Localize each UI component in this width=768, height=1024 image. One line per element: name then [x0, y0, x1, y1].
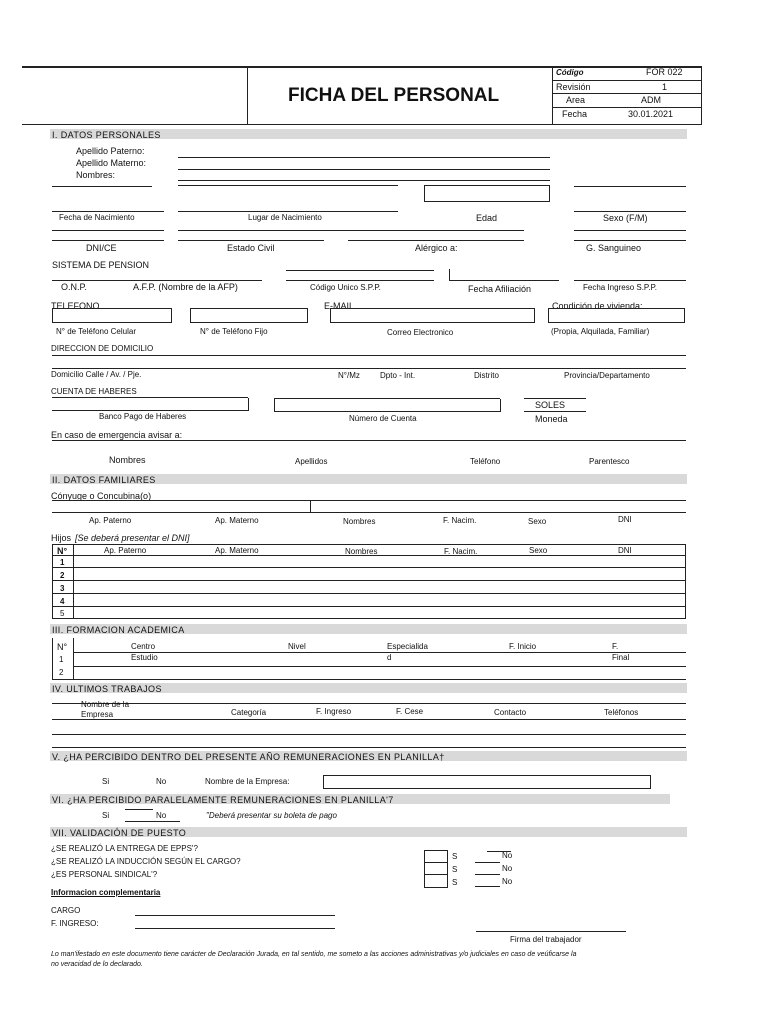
guide-line [52, 703, 686, 704]
trabajos-col: F. Ingreso [316, 707, 352, 716]
formacion-col: d [387, 653, 392, 662]
afp-label: A.F.P. (Nombre de la AFP) [133, 282, 238, 292]
soles-value: SOLES [535, 400, 566, 410]
conyuge-col: Ap. Paterno [89, 516, 132, 525]
guide-line [52, 355, 686, 356]
vi-si-label: Si [102, 811, 110, 820]
section-bar-vi [50, 794, 670, 804]
guide-line [286, 270, 434, 271]
meta-row-line [552, 80, 702, 81]
info-complementaria-label: Informacion complementaria [51, 888, 161, 897]
cargo-label: CARGO [51, 906, 81, 915]
fecha-label: Fecha [562, 109, 588, 119]
formacion-col: Nivel [288, 642, 306, 651]
table-row: 1 [60, 558, 65, 567]
conyuge-col: Nombres [343, 517, 376, 526]
section-title: V. ¿HA PERCIBIDO DENTRO DEL PRESENTE AÑO REMUNERACIONES EN PLANILLA† [52, 752, 445, 762]
domicilio-calle-label: Domicilio Calle / Av. / Pje. [51, 370, 142, 379]
formacion-col: N° [57, 642, 68, 652]
header-bottom-line [22, 124, 702, 125]
table-row: 4 [60, 597, 65, 606]
table-row-rule [52, 567, 686, 568]
distrito-label: Distrito [474, 371, 499, 380]
area-value: ADM [641, 95, 661, 105]
table-row: 2 [60, 571, 65, 580]
sexo-label: Sexo (F/M) [603, 213, 648, 223]
em-telefono-label: Teléfono [470, 457, 501, 466]
condicion-vivienda-input[interactable] [548, 308, 685, 323]
v-empresa-input[interactable] [323, 775, 651, 789]
sexo-field[interactable] [574, 211, 686, 212]
header-divider-right [552, 66, 553, 124]
guide-line [310, 500, 311, 512]
edad-label: Edad [476, 213, 498, 223]
hijos-note: [Se deberá presentar el DNI] [75, 533, 190, 543]
section-title: III. FORMACION ACADEMICA [52, 625, 185, 635]
trabajos-col: Teléfonos [604, 708, 639, 717]
q2-label: ¿SE REALIZÓ LA INDUCCIÓN SEGÚN EL CARGO? [51, 857, 241, 866]
conyuge-col: Sexo [528, 517, 547, 526]
hijos-col: Nombres [345, 547, 378, 556]
hijos-col: N° [57, 546, 68, 556]
email-label: E-MAIL [324, 301, 355, 311]
telefono-fijo-label: N° de Teléfono Fijo [200, 327, 268, 336]
guide-line [524, 398, 586, 399]
trabajo-row-1[interactable] [52, 734, 686, 735]
area-label: Area [566, 95, 586, 105]
fecha-value: 30.01.2021 [628, 109, 674, 119]
codigo-label: Código [556, 68, 584, 77]
section-bar-v [50, 751, 687, 761]
f-ingreso-field[interactable] [135, 928, 335, 929]
fecha-afiliacion-label: Fecha Afiliación [468, 284, 532, 294]
moneda-field[interactable] [524, 411, 586, 412]
sanguineo-label: G. Sanguineo [586, 243, 642, 253]
formacion-col: Especialida [387, 642, 428, 651]
section-bar-vii [50, 827, 687, 837]
formacion-col: Final [612, 653, 630, 662]
conyuge-label: Cónyuge o Concubina(o) [51, 491, 152, 501]
guide-line [52, 719, 686, 720]
dpto-label: Dpto - Int. [380, 371, 416, 380]
conyuge-field[interactable] [52, 512, 686, 513]
conyuge-col: F. Nacim. [443, 516, 477, 525]
table-row-rule [52, 606, 686, 607]
hijos-col: Sexo [529, 546, 548, 555]
v-no-label: No [156, 777, 167, 786]
section-bar-datos-personales [50, 129, 687, 139]
hijos-col: Ap. Materno [215, 546, 259, 555]
table-row-rule [73, 666, 686, 667]
guide-line [574, 186, 686, 187]
estado-civil-field[interactable] [178, 240, 324, 241]
guide-line [125, 821, 180, 822]
nombres-label: Nombres: [76, 170, 116, 180]
q2-s-label: S [452, 865, 458, 874]
correo-label: Correo Electronico [387, 328, 454, 337]
hijos-label: Hijos [51, 533, 72, 543]
estado-civil-label: Estado Civil [227, 243, 275, 253]
section-title: VI. ¿HA PERCIBIDO PARALELAMENTE REMUNERACIONES EN PLANILLA'7 [52, 795, 394, 805]
sistema-pension-label: SISTEMA DE PENSION [52, 260, 150, 270]
q1-s-label: S [452, 852, 458, 861]
section-bar-ultimos-trabajos [50, 683, 687, 693]
lugar-nacimiento-label: Lugar de Nacimiento [248, 213, 322, 222]
edad-box[interactable] [424, 185, 550, 202]
condicion-vivienda-label: Condición de vivienda: [552, 301, 643, 311]
hijos-col: Ap. Paterno [104, 546, 147, 555]
fecha-ingreso-spp-field[interactable] [574, 280, 686, 281]
vi-no-label: No [156, 811, 167, 820]
direccion-label: DIRECCION DE DOMICILIO [51, 344, 154, 353]
revision-value: 1 [662, 82, 668, 92]
formacion-col: Estudio [131, 653, 158, 662]
banco-input[interactable] [52, 398, 249, 411]
guide-line [574, 230, 686, 231]
header-top-line [22, 66, 702, 68]
table-row: 3 [60, 584, 65, 593]
mz-label: N°/Mz [338, 371, 360, 380]
apellido-materno-label: Apellido Materno: [76, 158, 147, 168]
trabajos-col: Empresa [81, 710, 114, 719]
guide-line [52, 500, 686, 501]
trabajo-row-2[interactable] [52, 747, 686, 748]
nombres-field[interactable] [178, 180, 550, 181]
table-row: 5 [60, 609, 65, 618]
table-row-rule [73, 652, 686, 653]
fecha-afiliacion-field[interactable] [449, 280, 559, 281]
revision-label: Revisión [556, 82, 591, 92]
vi-note: "Deberá presentar su boleta de pago [206, 811, 337, 820]
table-row: 1 [59, 655, 64, 664]
apellido-paterno-label: Apellido Paterno: [76, 146, 145, 156]
table-row-rule [52, 580, 686, 581]
emergencia-label: En caso de emergencia avisar a: [51, 430, 183, 440]
q3-si-box[interactable] [424, 874, 448, 888]
fecha-nacimiento-label: Fecha de Nacimiento [59, 213, 135, 222]
apellido-paterno-field[interactable] [178, 157, 550, 158]
hijos-col: F. Nacim. [444, 547, 478, 556]
q1-no-label: No [502, 851, 513, 860]
declaracion-text-2: no veracidad de lo declarado. [51, 961, 143, 968]
moneda-label: Moneda [535, 414, 568, 424]
guide-line [348, 230, 524, 231]
section-title: II. DATOS FAMILIARES [52, 475, 156, 485]
q1-no-field[interactable] [475, 862, 500, 863]
alergico-label: Alérgico a: [415, 243, 458, 253]
q1-label: ¿SE REALIZÓ LA ENTREGA DE EPPS'? [51, 844, 198, 853]
q3-no-field[interactable] [475, 886, 500, 887]
formacion-col: F. Inicio [509, 642, 537, 651]
section-title: VII. VALIDACIÓN DE PUESTO [52, 828, 187, 838]
formacion-col: F. [612, 642, 619, 651]
firma-label: Firma del trabajador [510, 935, 582, 944]
sanguineo-field[interactable] [574, 240, 686, 241]
apellido-materno-field[interactable] [178, 169, 550, 170]
table-row: 2 [59, 668, 64, 677]
q3-s-label: S [452, 878, 458, 887]
fecha-ingreso-spp-label: Fecha Ingreso S.P.P. [583, 283, 657, 292]
vi-checkbox-line[interactable] [125, 809, 153, 810]
header-divider-edge [701, 66, 702, 124]
numero-cuenta-label: Número de Cuenta [349, 414, 417, 423]
meta-row-line [552, 93, 702, 94]
guide-line [178, 185, 398, 186]
trabajos-col: F. Cese [396, 707, 424, 716]
declaracion-text: Lo man'ifestado en este documento tiene carácter de Declaración Jurada, en tal sentido, me someto a las acciones administrativas y/o judiciales en caso de veúficarse la [51, 951, 577, 958]
section-title: IV. ULTIMOS TRABAJOS [52, 684, 162, 694]
trabajos-col: Nombre de la [81, 700, 130, 709]
telefono-celular-input[interactable] [52, 308, 172, 323]
q2-no-label: No [502, 864, 513, 873]
dni-field[interactable] [52, 240, 164, 241]
em-parentesco-label: Parentesco [589, 457, 630, 466]
correo-input[interactable] [330, 308, 535, 323]
afp-field[interactable] [132, 280, 262, 281]
page-title: FICHA DEL PERSONAL [288, 85, 500, 106]
dni-label: DNI/CE [86, 243, 117, 253]
codigo-spp-field[interactable] [286, 280, 434, 281]
v-empresa-label: Nombre de la Empresa: [205, 777, 290, 786]
banco-label: Banco Pago de Haberes [99, 412, 187, 421]
section-bar-datos-familiares [50, 474, 687, 484]
codigo-spp-label: Código Unico S.P.P. [310, 283, 381, 292]
hijos-col: DNI [618, 546, 632, 555]
codigo-value: FOR 022 [646, 67, 683, 77]
conyuge-col: Ap. Materno [215, 516, 259, 525]
alergico-field[interactable] [348, 240, 524, 241]
lugar-nacimiento-field[interactable] [178, 211, 398, 212]
cuenta-haberes-label: CUENTA DE HABERES [51, 387, 137, 396]
provincia-label: Provincia/Departamento [564, 371, 650, 380]
firma-line[interactable] [476, 931, 626, 932]
em-nombres-label: Nombres [109, 455, 146, 465]
trabajos-col: Categoría [231, 708, 267, 717]
direccion-field[interactable] [52, 368, 686, 369]
conyuge-col: DNI [618, 515, 632, 524]
telefono-fijo-input[interactable] [190, 308, 308, 323]
guide-line [52, 230, 164, 231]
f-ingreso-label: F. INGRESO: [51, 919, 99, 928]
telefono-label: TELEFONO [51, 301, 100, 311]
numero-cuenta-input[interactable] [274, 399, 501, 412]
meta-row-line [552, 107, 702, 108]
trabajos-col: Contacto [494, 708, 527, 717]
em-apellidos-label: Apellidos [295, 457, 328, 466]
header-divider-left [247, 66, 248, 124]
cargo-field[interactable] [135, 915, 335, 916]
telefono-celular-label: N° de Teléfono Celular [56, 327, 136, 336]
formacion-col: Centro [131, 642, 156, 651]
guide-line [52, 186, 152, 187]
q3-no-label: No [502, 877, 513, 886]
section-bar-formacion [50, 624, 687, 634]
fecha-nacimiento-field[interactable] [52, 211, 164, 212]
vivienda-opciones-label: (Propia, Alquilada, Familiar) [551, 327, 650, 336]
section-title: I. DATOS PERSONALES [52, 130, 161, 140]
table-row-rule [52, 593, 686, 594]
onp-label: O.N.P. [61, 282, 87, 292]
v-si-label: Si [102, 777, 110, 786]
emergencia-field[interactable] [52, 440, 686, 441]
q2-no-field[interactable] [475, 874, 500, 875]
table-column-rule [73, 638, 74, 680]
q3-label: ¿ES PERSONAL SINDICAL'? [51, 870, 158, 879]
